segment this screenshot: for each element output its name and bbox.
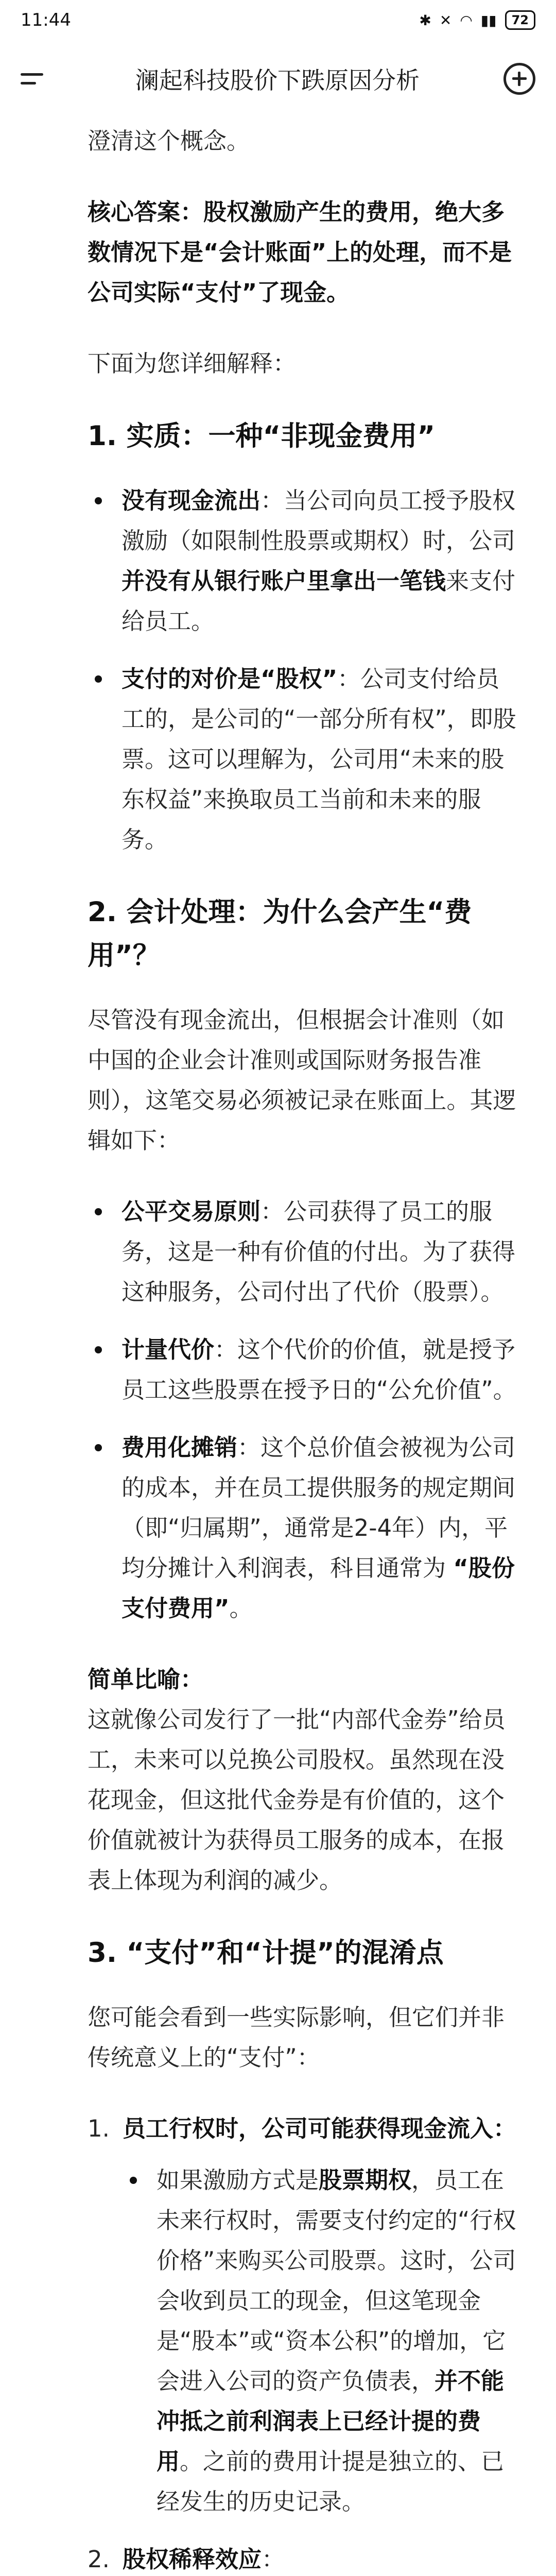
bluetooth-icon: ✱ (419, 11, 431, 29)
battery-icon: 72 (505, 10, 535, 30)
menu-icon[interactable] (21, 63, 51, 94)
status-time: 11:44 (21, 10, 71, 30)
status-icons (419, 10, 535, 30)
list-item: 如果激励方式是股票期权，员工在未来行权时，需要支付约定的“行权价格”来购买公司股票。这时，公司会收到员工的现金，但这笔现金是“股本”或“资本公积”的增加，它会进入公司的资产负债表，并不能冲抵之前利润表上已经计提的费用。之前的费用计提是独立的、已经发生的历史记录。 (123, 2160, 521, 2522)
section-1-list (88, 481, 521, 860)
wifi-icon: ◠ (460, 11, 473, 29)
section-3-heading: 3. “支付”和“计提”的混淆点 (88, 1937, 444, 1969)
list-item: 1. 员工行权时，公司可能获得现金流入： 如果激励方式是股票期权，员工在未来行权时，需要支付约定的“行权价格”来购买公司股票。这时，公司会收到员工的现金，但这笔现金是“股本”或“资本公积”的增加，它会进入公司的资产负债表，并不能冲抵之前利润表上已经计提的费用。之前的费用计提是独立的、已经发生的历史记录。 (88, 2109, 521, 2522)
explain-text: 下面为您详细解释： (88, 350, 297, 377)
app-header (0, 40, 556, 117)
analogy: 简单比喻： 这就像公司发行了一批“内部代金券”给员工，未来可以兑换公司股权。虽然现在没花现金，但这批代金券是有价值的，这个价值就被计为获得员工服务的成本，在报表上体现为利润的减少。 (88, 1666, 506, 1894)
section-3-list (88, 2109, 521, 2576)
new-chat-icon[interactable] (503, 63, 535, 95)
list-item: 支付的对价是“股权”：公司支付给员工的，是公司的“一部分所有权”，即股票。这可以理解为，公司用“未来的股东权益”来换取员工当前和未来的服务。 (88, 659, 521, 860)
list-item: 费用化摊销：这个总价值会被视为公司的成本，并在员工提供服务的规定期间（即“归属期”，通常是2-4年）内，平均分摊计入利润表，科目通常为 “股份支付费用”。 (88, 1428, 521, 1629)
section-2-heading: 2. 会计处理：为什么会产生“费用”？ (88, 896, 472, 971)
section-2-paragraph: 尽管没有现金流出，但根据会计准则（如中国的企业会计准则或国际财务报告准则），这笔交易必须被记录在账面上。其逻辑如下： (88, 1006, 516, 1154)
answer-content (0, 121, 556, 2576)
section-3-paragraph: 您可能会看到一些实际影响，但它们并非传统意义上的“支付”： (88, 2004, 505, 2071)
section-2-list (88, 1192, 521, 1629)
list-item: 没有现金流出：当公司向员工授予股权激励（如限制性股票或期权）时，公司并没有从银行账户里拿出一笔钱来支付给员工。 (88, 481, 521, 641)
core-answer: 核心答案：股权激励产生的费用，绝大多数情况下是“会计账面”上的处理，而不是公司实际“支付”了现金。 (88, 198, 512, 306)
signal-icon: ▮▮ (480, 11, 497, 29)
page-title: 澜起科技股价下跌原因分析 (135, 66, 420, 94)
status-bar (0, 0, 556, 40)
list-item: 计量代价：这个代价的价值，就是授予员工这些股票在授予日的“公允价值”。 (88, 1330, 521, 1410)
list-item: 公平交易原则：公司获得了员工的服务，这是一种有价值的付出。为了获得这种服务，公司付出了代价（股票）。 (88, 1192, 521, 1312)
list-item: 2. 股权稀释效应： (88, 2546, 285, 2573)
intro-text: 澄清这个概念。 (88, 127, 250, 155)
section-1-heading: 1. 实质：一种“非现金费用” (88, 420, 436, 452)
mute-icon: ✕ (439, 11, 452, 29)
